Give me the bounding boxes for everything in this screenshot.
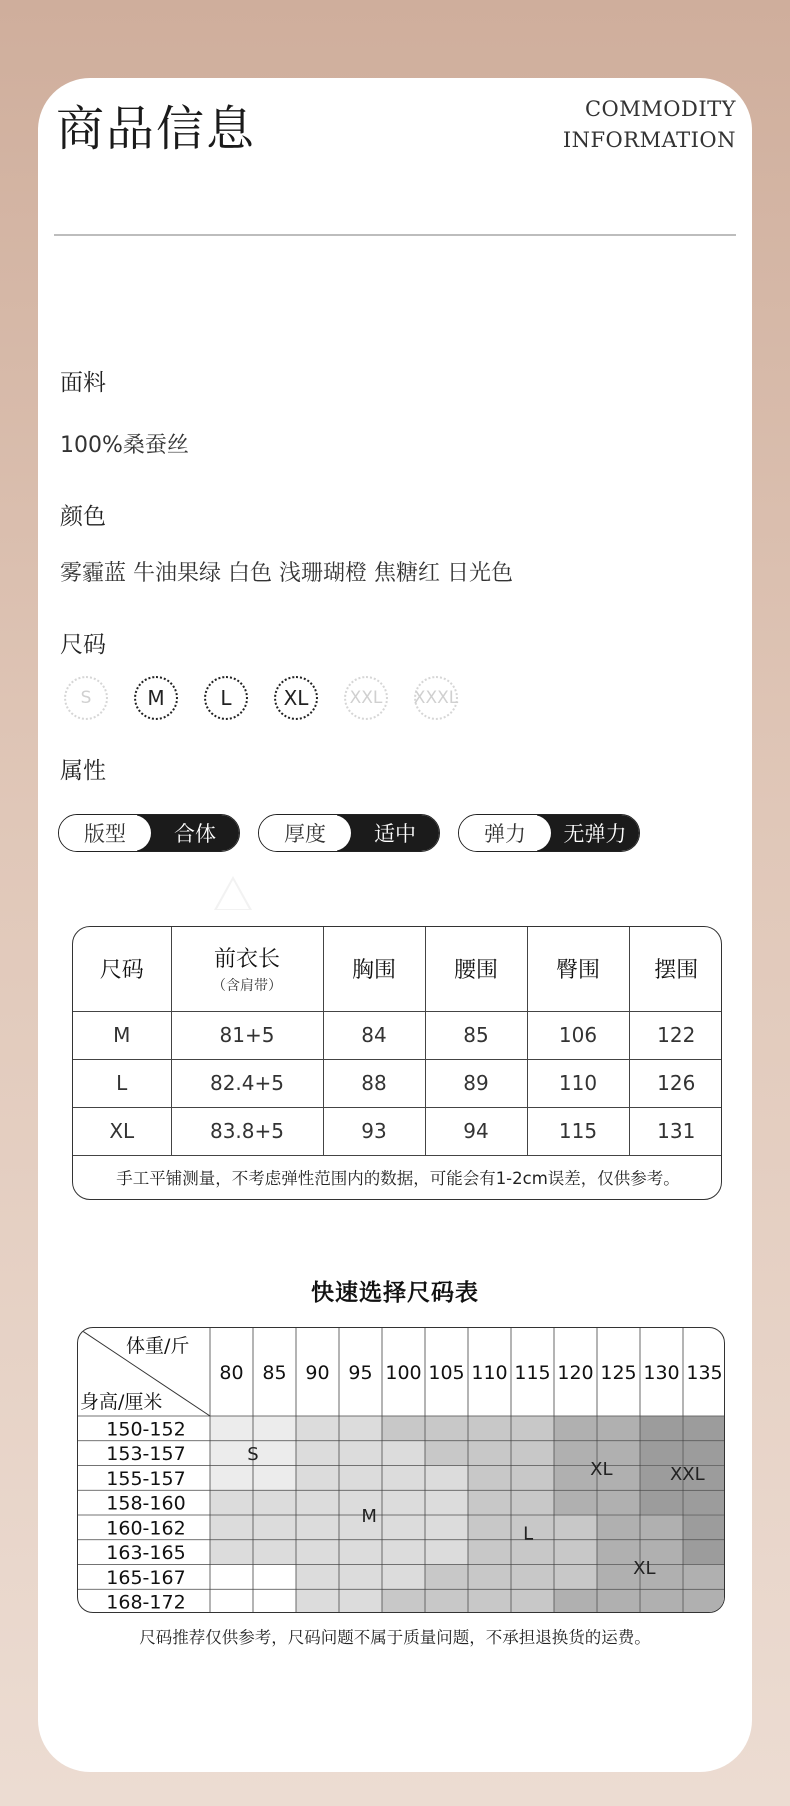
grid-cell bbox=[554, 1589, 597, 1613]
grid-cell bbox=[296, 1565, 339, 1590]
height-row-label: 168-172 bbox=[106, 1591, 186, 1613]
header-cell: 尺码 bbox=[73, 927, 171, 1011]
table-cell: XL bbox=[73, 1107, 171, 1155]
header-cell bbox=[171, 927, 323, 1011]
grid-cell bbox=[339, 1565, 382, 1590]
page-title: 商品信息 bbox=[56, 101, 257, 157]
weight-header: 105 bbox=[428, 1362, 465, 1384]
grid-cell bbox=[640, 1416, 683, 1441]
grid-cell bbox=[210, 1466, 253, 1491]
grid-cell bbox=[468, 1441, 511, 1466]
table-cell: 88 bbox=[323, 1059, 425, 1107]
grid-cell bbox=[296, 1515, 339, 1540]
grid-cell bbox=[210, 1515, 253, 1540]
grid-cell bbox=[425, 1441, 468, 1466]
attributes-label: 属性 bbox=[60, 758, 106, 784]
grid-cell bbox=[253, 1589, 296, 1613]
height-row-label: 160-162 bbox=[106, 1517, 186, 1540]
table-cell: M bbox=[73, 1011, 171, 1059]
grid-cell bbox=[253, 1416, 296, 1441]
grid-cell bbox=[210, 1416, 253, 1441]
size-zone-label: XL bbox=[590, 1458, 613, 1480]
grid-cell bbox=[339, 1441, 382, 1466]
grid-cell bbox=[425, 1490, 468, 1515]
attribute-value: 合体 bbox=[137, 815, 239, 851]
weight-header: 115 bbox=[514, 1362, 551, 1384]
grid-cell bbox=[597, 1490, 640, 1515]
size-option-l[interactable]: L bbox=[204, 676, 248, 720]
grid-cell bbox=[640, 1589, 683, 1613]
weight-header: 85 bbox=[262, 1362, 287, 1384]
grid-cell bbox=[382, 1441, 425, 1466]
grid-cell bbox=[296, 1441, 339, 1466]
quick-size-chart bbox=[77, 1327, 725, 1613]
grid-cell bbox=[511, 1490, 554, 1515]
grid-cell bbox=[683, 1540, 725, 1565]
size-option-s[interactable]: S bbox=[64, 676, 108, 720]
grid-cell bbox=[425, 1540, 468, 1565]
grid-cell bbox=[511, 1416, 554, 1441]
table-cell: 115 bbox=[527, 1107, 629, 1155]
grid-cell bbox=[339, 1589, 382, 1613]
grid-cell bbox=[339, 1540, 382, 1565]
grid-cell bbox=[511, 1441, 554, 1466]
height-row-label: 165-167 bbox=[106, 1566, 186, 1589]
grid-cell bbox=[554, 1565, 597, 1590]
table-note: 手工平铺测量，不考虑弹性范围内的数据，可能会有1-2cm误差，仅供参考。 bbox=[116, 1169, 680, 1189]
height-row-label: 150-152 bbox=[106, 1418, 186, 1441]
grid-cell bbox=[554, 1540, 597, 1565]
grid-cell bbox=[253, 1565, 296, 1590]
size-option-m[interactable]: M bbox=[134, 676, 178, 720]
grid-cell bbox=[468, 1490, 511, 1515]
weight-header: 110 bbox=[471, 1362, 508, 1384]
table-row bbox=[73, 1107, 722, 1155]
grid-cell bbox=[425, 1589, 468, 1613]
attribute-value: 无弹力 bbox=[537, 815, 639, 851]
color-label: 颜色 bbox=[60, 504, 106, 530]
grid-cell bbox=[468, 1466, 511, 1491]
grid-cell bbox=[253, 1515, 296, 1540]
grid-cell bbox=[683, 1515, 725, 1540]
quick-size-note: 尺码推荐仅供参考，尺码问题不属于质量问题，不承担退换货的运费。 bbox=[139, 1628, 651, 1647]
attribute-pill-thickness bbox=[258, 814, 440, 852]
grid-cell bbox=[425, 1565, 468, 1590]
grid-cell bbox=[210, 1589, 253, 1613]
height-row-label: 163-165 bbox=[106, 1542, 186, 1565]
table-cell: 122 bbox=[629, 1011, 722, 1059]
quick-size-grid bbox=[78, 1328, 725, 1613]
table-cell: 83.8+5 bbox=[171, 1107, 323, 1155]
attribute-value: 适中 bbox=[337, 815, 439, 851]
size-option-xxl[interactable]: XXL bbox=[344, 676, 388, 720]
grid-cell bbox=[210, 1490, 253, 1515]
table-cell: 131 bbox=[629, 1107, 722, 1155]
grid-cell bbox=[253, 1466, 296, 1491]
grid-cell bbox=[382, 1565, 425, 1590]
size-option-xl[interactable]: XL bbox=[274, 676, 318, 720]
height-label: 身高/厘米 bbox=[80, 1391, 163, 1413]
grid-cell bbox=[296, 1466, 339, 1491]
header-cell: 腰围 bbox=[425, 927, 527, 1011]
attribute-pill-elasticity bbox=[458, 814, 640, 852]
page-title-en bbox=[563, 94, 736, 156]
grid-cell bbox=[382, 1466, 425, 1491]
table-note-row bbox=[73, 1155, 722, 1199]
grid-cell bbox=[296, 1540, 339, 1565]
grid-cell bbox=[468, 1565, 511, 1590]
table-cell: 82.4+5 bbox=[171, 1059, 323, 1107]
table-row bbox=[73, 1059, 722, 1107]
size-zone-label: L bbox=[523, 1523, 534, 1545]
grid-cell bbox=[511, 1466, 554, 1491]
size-zone-label: S bbox=[247, 1444, 259, 1466]
grid-cell bbox=[640, 1441, 683, 1466]
size-zone-label: XXL bbox=[669, 1463, 705, 1485]
attribute-pill-fit bbox=[58, 814, 240, 852]
table-cell: 84 bbox=[323, 1011, 425, 1059]
height-row-label: 158-160 bbox=[106, 1492, 186, 1515]
grid-cell bbox=[382, 1416, 425, 1441]
table-cell: 110 bbox=[527, 1059, 629, 1107]
table-cell: 126 bbox=[629, 1059, 722, 1107]
table-cell: 106 bbox=[527, 1011, 629, 1059]
grid-cell bbox=[425, 1515, 468, 1540]
grid-cell bbox=[382, 1589, 425, 1613]
grid-cell bbox=[597, 1515, 640, 1540]
header-cell: 臀围 bbox=[527, 927, 629, 1011]
grid-cell bbox=[640, 1490, 683, 1515]
quick-size-title: 快速选择尺码表 bbox=[311, 1280, 479, 1306]
weight-header: 130 bbox=[643, 1362, 680, 1384]
header-divider bbox=[54, 234, 736, 236]
size-zone-label: XL bbox=[633, 1557, 656, 1579]
weight-label: 体重/斤 bbox=[126, 1335, 190, 1357]
table-row bbox=[73, 1011, 722, 1059]
height-row-label: 153-157 bbox=[106, 1443, 186, 1466]
grid-cell bbox=[554, 1515, 597, 1540]
weight-header: 95 bbox=[348, 1362, 373, 1384]
header-cell: 摆围 bbox=[629, 927, 722, 1011]
grid-cell bbox=[296, 1416, 339, 1441]
title-en-line2: INFORMATION bbox=[562, 128, 736, 152]
grid-cell bbox=[683, 1416, 725, 1441]
grid-cell bbox=[683, 1490, 725, 1515]
grid-cell bbox=[511, 1565, 554, 1590]
grid-cell bbox=[554, 1416, 597, 1441]
attribute-key: 版型 bbox=[59, 815, 151, 851]
grid-cell bbox=[554, 1490, 597, 1515]
weight-header: 90 bbox=[305, 1362, 330, 1384]
header-sub: （含肩带） bbox=[212, 978, 282, 995]
weight-header: 120 bbox=[557, 1362, 594, 1384]
fabric-value: 100%桑蚕丝 bbox=[60, 433, 189, 458]
size-spec-table bbox=[72, 926, 722, 1200]
table-cell: 93 bbox=[323, 1107, 425, 1155]
header-cell: 胸围 bbox=[323, 927, 425, 1011]
size-zone-label: M bbox=[361, 1506, 377, 1527]
attribute-pills bbox=[58, 814, 640, 852]
grid-cell bbox=[210, 1565, 253, 1590]
triangle-decoration-inner bbox=[217, 880, 249, 909]
grid-cell bbox=[511, 1589, 554, 1613]
grid-cell bbox=[597, 1589, 640, 1613]
grid-cell bbox=[253, 1441, 296, 1466]
height-row-label: 155-157 bbox=[106, 1467, 186, 1490]
size-label: 尺码 bbox=[60, 632, 106, 658]
grid-cell bbox=[683, 1441, 725, 1466]
grid-cell bbox=[468, 1540, 511, 1565]
weight-header: 80 bbox=[219, 1362, 244, 1384]
color-value: 雾霾蓝 牛油果绿 白色 浅珊瑚橙 焦糖红 日光色 bbox=[60, 561, 513, 586]
table-cell: 81+5 bbox=[171, 1011, 323, 1059]
weight-header: 100 bbox=[385, 1362, 422, 1384]
grid-cell bbox=[339, 1416, 382, 1441]
weight-header: 125 bbox=[600, 1362, 637, 1384]
table-cell: L bbox=[73, 1059, 171, 1107]
grid-cell bbox=[468, 1515, 511, 1540]
grid-cell bbox=[468, 1589, 511, 1613]
table-header-row bbox=[73, 927, 722, 1011]
attribute-key: 厚度 bbox=[259, 815, 351, 851]
table-cell: 94 bbox=[425, 1107, 527, 1155]
title-en-line1: COMMODITY bbox=[584, 97, 736, 121]
grid-cell bbox=[683, 1565, 725, 1590]
fabric-label: 面料 bbox=[60, 370, 106, 396]
grid-cell bbox=[425, 1466, 468, 1491]
grid-cell bbox=[468, 1416, 511, 1441]
grid-cell bbox=[253, 1490, 296, 1515]
grid-cell bbox=[296, 1589, 339, 1613]
grid-cell bbox=[382, 1540, 425, 1565]
table-cell: 89 bbox=[425, 1059, 527, 1107]
header-cell-text: 前衣长 bbox=[213, 947, 280, 973]
grid-cell bbox=[339, 1466, 382, 1491]
size-option-xxxl[interactable]: XXXL bbox=[414, 676, 458, 720]
grid-cell bbox=[382, 1515, 425, 1540]
table-cell: 85 bbox=[425, 1011, 527, 1059]
grid-cell bbox=[640, 1515, 683, 1540]
grid-cell bbox=[597, 1416, 640, 1441]
grid-cell bbox=[425, 1416, 468, 1441]
grid-cell bbox=[253, 1540, 296, 1565]
size-options bbox=[64, 676, 458, 720]
grid-cell bbox=[382, 1490, 425, 1515]
grid-cell bbox=[296, 1490, 339, 1515]
weight-header: 135 bbox=[686, 1362, 723, 1384]
attribute-key: 弹力 bbox=[459, 815, 551, 851]
grid-cell bbox=[210, 1540, 253, 1565]
grid-cell bbox=[683, 1589, 725, 1613]
